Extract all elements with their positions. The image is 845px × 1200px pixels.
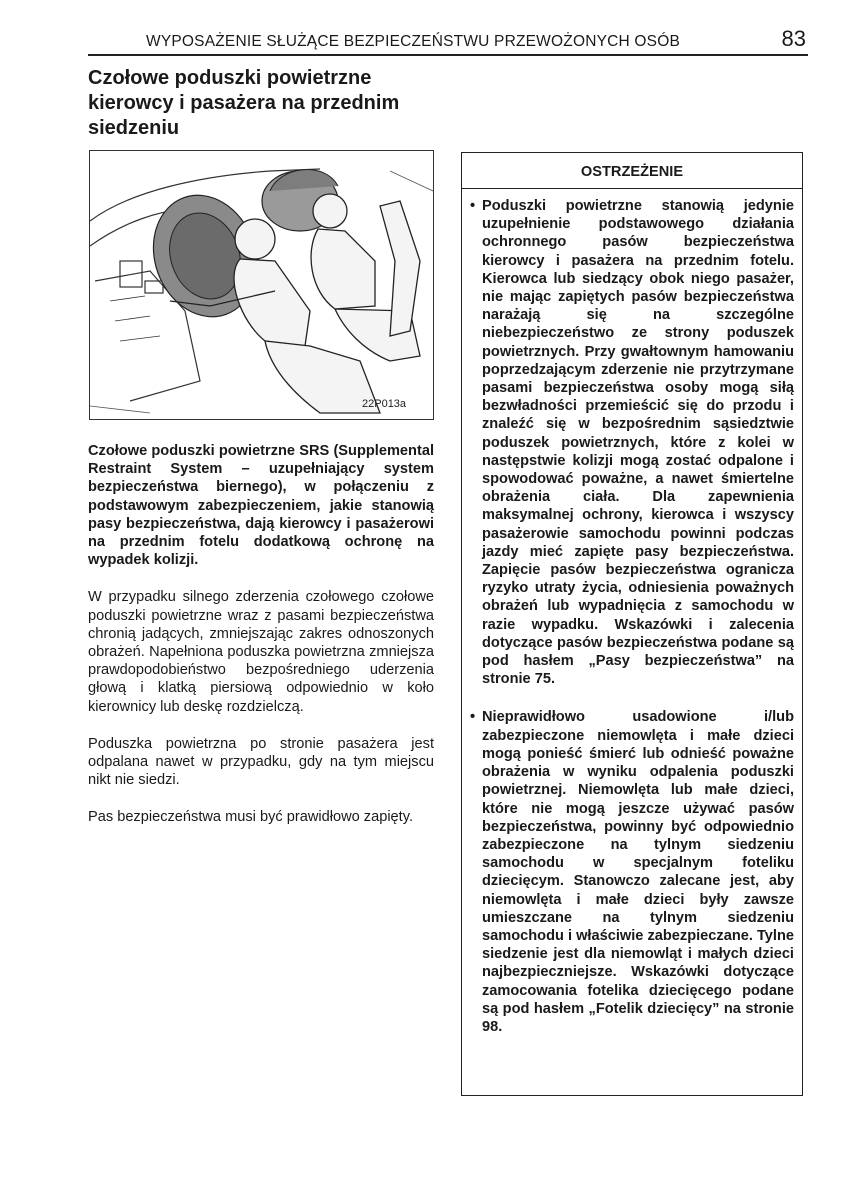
warning-item <box>472 708 794 1036</box>
warning-title: OSTRZEŻENIE <box>462 153 802 189</box>
bullet-icon: • <box>470 198 476 214</box>
airbag-illustration <box>89 150 434 420</box>
page-number: 83 <box>781 26 806 51</box>
warning-item <box>472 197 794 688</box>
header-title: WYPOSAŻENIE SŁUŻĄCE BEZPIECZEŃSTWU PRZEWOŻONYCH OSÓB <box>146 33 681 50</box>
warning-item-text: Poduszki powietrzne stanowią jedynie uzupełnienie podstawowego działania ochronnego pasów bezpieczeństwa kierowcy i pasażera na przednim fotelu. Kierowca lub siedzący obok niego pasażer, nie mając zapiętych pasów bezpieczeństwa narażają się na szczególne niebezpieczeństwo ze strony poduszek powietrznych. Przy gwałtownym hamowaniu poprzedzającym zderzenie nie przytrzymane pasami bezpieczeństwa osoby mogą siłą bezwładności przemieścić się do przodu i znaleźć się w bezpośrednim sąsiedztwie poduszek powietrznych, które z kolei w następstwie kolizji mogą zostać odpalone i spowodować poważne, a nawet śmiertelne obrażenia ciała. Dla zapewnienia maksymalnej ochrony, kierowca i wszyscy pasażerowie samochodu powinni podczas jazdy mieć zapięte pasy bezpieczeństwa. Zapięcie pasów bezpieczeństwa ogranicza ryzyko utraty życia, odniesienia poważnych obrażeń lub wypadnięcia z samochodu w razie wypadku. Wskazówki i zalecenia dotyczące pasów bezpieczeństwa podane są pod hasłem „Pasy bezpieczeństwa” na stronie 75. <box>482 198 794 688</box>
paragraph: Poduszka powietrzna po stronie pasażera jest odpalana nawet w przypadku, gdy na tym miejscu nikt nie siedzi. <box>88 735 434 789</box>
airbag-drawing <box>90 151 433 419</box>
paragraph: Pas bezpieczeństwa musi być prawidłowo zapięty. <box>88 809 413 826</box>
figure-code: 22P013a <box>362 398 407 410</box>
warning-item-text: Nieprawidłowo usadowione i/lub zabezpieczone niemowlęta i małe dzieci mogą ponieść śmierć lub odnieść poważne obrażenia w wyniku odpalenia poduszki powietrznej. Niemowlęta lub małe dzieci, które nie mogą jeszcze używać pasów bezpieczeństwa, powinny być odpowiednio zabezpieczone na tylnym siedzeniu samochodu w specjalnym foteliku dziecięcym. Stanowczo zalecane jest, aby niemowlęta i małe dzieci były zawsze umieszczane na tylnym siedzeniu samochodu i właściwie zabezpieczane. Tylne siedzenie jest dla niemowląt i małych dzieci najbezpieczniejsze. Wskazówki dotyczące zamocowania fotelika dziecięcego podane są pod hasłem „Fotelik dziecięcy” na stronie 98. <box>482 709 794 1035</box>
section-title: Czołowe poduszki powietrzne kierowcy i pasażera na przednim siedzeniu <box>88 67 400 139</box>
warning-box <box>461 152 803 1096</box>
warning-body <box>462 189 802 1036</box>
body-text <box>88 442 434 846</box>
intro-paragraph: Czołowe poduszki powietrzne SRS (Supplemental Restraint System – uzupełniający system bezpieczeństwa biernego), w połączeniu z podstawowym zabezpieczeniem, jakie stanowią pasy bezpieczeństwa, dają kierowcy i pasażerowi na przednim fotelu dodatkową ochronę na wypadek kolizji. <box>88 443 434 569</box>
paragraph: W przypadku silnego zderzenia czołowego czołowe poduszki powietrzne wraz z pasami bezpieczeństwa chronią jadących, zmniejszając zakres odnoszonych obrażeń. Napełniona poduszka powietrzna zmniejsza prawdopodobieństwo bezpośredniego uderzenia głową i klatką piersiową odpowiednio w koło kierownicy lub deskę rozdzielczą. <box>88 589 434 715</box>
page-header <box>88 28 808 56</box>
bullet-icon: • <box>470 709 476 726</box>
